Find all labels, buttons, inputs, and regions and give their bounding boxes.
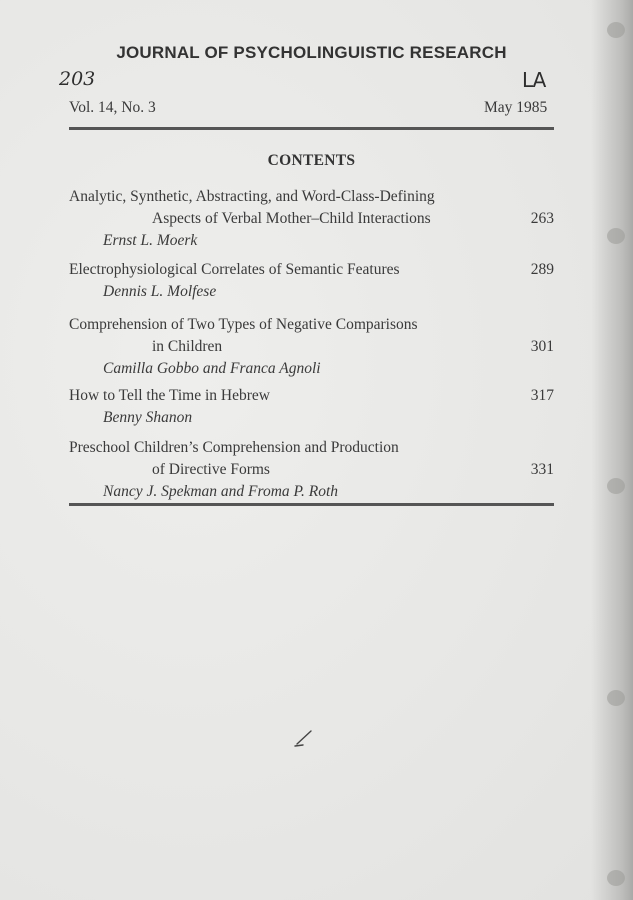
entry-author: Ernst L. Moerk [103, 232, 198, 249]
entry-page-number: 301 [530, 338, 554, 355]
issue-date: May 1985 [484, 99, 548, 116]
entry-author: Benny Shanon [103, 409, 193, 426]
handwritten-number: 203 [59, 68, 96, 90]
toc-entry[interactable] [69, 385, 554, 429]
entry-page-number: 331 [530, 461, 554, 478]
contents-heading: CONTENTS [267, 152, 356, 169]
bottom-rule [69, 503, 554, 506]
entry-title-line: Analytic, Synthetic, Abstracting, and Word-Class-Defining [69, 188, 435, 205]
entry-title-line: Electrophysiological Correlates of Semantic Features [69, 261, 400, 278]
entry-title-line: Comprehension of Two Types of Negative Comparisons [69, 316, 418, 333]
entry-page-number: 317 [530, 387, 554, 404]
entry-title-line: Aspects of Verbal Mother–Child Interactions [152, 210, 431, 227]
journal-title: JOURNAL OF PSYCHOLINGUISTIC RESEARCH [116, 43, 507, 62]
top-rule [69, 127, 554, 130]
entry-author: Camilla Gobbo and Franca Agnoli [103, 360, 321, 377]
volume-issue: Vol. 14, No. 3 [69, 99, 156, 116]
binding-edge [591, 0, 633, 900]
entry-page-number: 263 [530, 210, 554, 227]
binding-hole [607, 228, 625, 244]
binding-hole [607, 690, 625, 706]
entry-author: Nancy J. Spekman and Froma P. Roth [103, 483, 339, 500]
entry-title-line: of Directive Forms [152, 461, 270, 478]
entry-title-line: in Children [152, 338, 223, 355]
toc-entry[interactable] [69, 437, 554, 503]
toc-entry[interactable] [69, 259, 554, 303]
entry-page-number: 289 [530, 261, 554, 278]
entry-title-line: How to Tell the Time in Hebrew [69, 387, 270, 404]
handwritten-mark: LA [522, 68, 546, 92]
binding-hole [607, 22, 625, 38]
stray-pencil-mark [293, 728, 315, 748]
toc-entry[interactable] [69, 186, 554, 252]
binding-hole [607, 870, 625, 886]
entry-title-line: Preschool Children’s Comprehension and Production [69, 439, 399, 456]
entry-author: Dennis L. Molfese [103, 283, 217, 300]
toc-entry[interactable] [69, 314, 554, 380]
binding-hole [607, 478, 625, 494]
